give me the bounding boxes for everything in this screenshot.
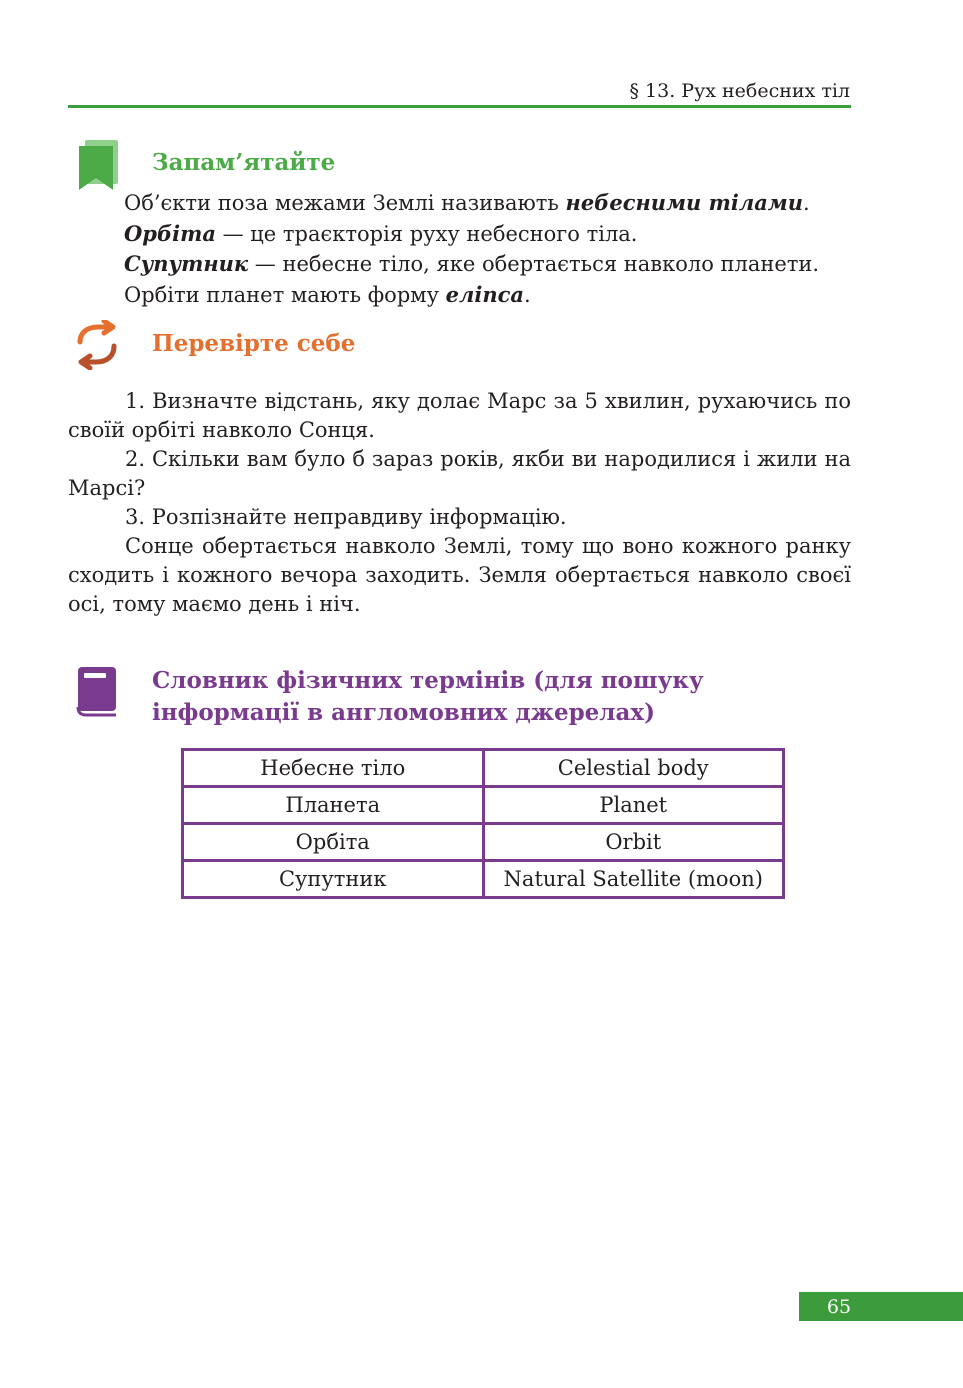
bookmark-icon — [76, 140, 120, 196]
text-run: Об’єкти поза межами Землі називають — [124, 191, 566, 215]
text-run: — це траєкторія руху небесного тіла. — [215, 221, 638, 246]
term-english: Natural Satellite (moon) — [483, 861, 784, 898]
term-english: Orbit — [483, 824, 784, 861]
text-run: . — [524, 282, 531, 307]
term-english: Celestial body — [483, 750, 784, 787]
term-english: Planet — [483, 787, 784, 824]
term-celestial-bodies: небесними тілами — [565, 190, 804, 215]
term-ukrainian: Небесне тіло — [183, 750, 484, 787]
running-header: § 13. Рух небесних тіл — [629, 80, 850, 102]
check-yourself-heading: Перевірте себе — [152, 330, 356, 357]
dictionary-heading: Словник фізичних термінів (для пошуку інформації в англомовних джерелах) — [152, 667, 704, 726]
check-questions — [68, 387, 851, 619]
remember-text — [124, 188, 851, 310]
term-ellipse: еліпса — [445, 281, 525, 307]
remember-line-1 — [124, 188, 851, 219]
table-row — [183, 861, 784, 898]
term-satellite: Супутник — [124, 251, 249, 276]
question-1: 1. Визначте відстань, яку долає Марс за 5 хвилин, рухаючись по своїй орбіті навколо Сонця. — [68, 389, 851, 442]
text-run: . — [803, 191, 810, 215]
remember-heading: Запам’ятайте — [152, 149, 336, 176]
header-divider — [68, 105, 851, 108]
remember-line-3 — [124, 249, 851, 280]
book-icon — [76, 667, 118, 721]
question-3: 3. Розпізнайте неправдиву інформацію. — [125, 505, 567, 529]
text-run: Орбіти планет мають форму — [124, 282, 446, 307]
term-ukrainian: Планета — [183, 787, 484, 824]
remember-line-2 — [124, 219, 851, 250]
page-number: 65 — [826, 1296, 852, 1318]
question-2: 2. Скільки вам було б зараз років, якби ви народилися і жили на Марсі? — [68, 447, 851, 500]
question-3-statement: Сонце обертається навколо Землі, тому що воно кожного ранку сходить і кожного вечора заходить. Земля обертається навколо своєї осі, тому маємо день і ніч. — [68, 534, 851, 616]
page-number-badge — [799, 1292, 963, 1321]
refresh-arrows-icon — [70, 320, 124, 374]
table-row — [183, 787, 784, 824]
text-run: — небесне тіло, яке обертається навколо планети. — [248, 252, 820, 276]
term-ukrainian: Супутник — [183, 861, 484, 898]
term-orbit: Орбіта — [124, 220, 216, 246]
dictionary-table — [181, 748, 785, 899]
remember-line-4 — [124, 280, 851, 311]
table-row — [183, 750, 784, 787]
term-ukrainian: Орбіта — [183, 824, 484, 861]
table-row — [183, 824, 784, 861]
